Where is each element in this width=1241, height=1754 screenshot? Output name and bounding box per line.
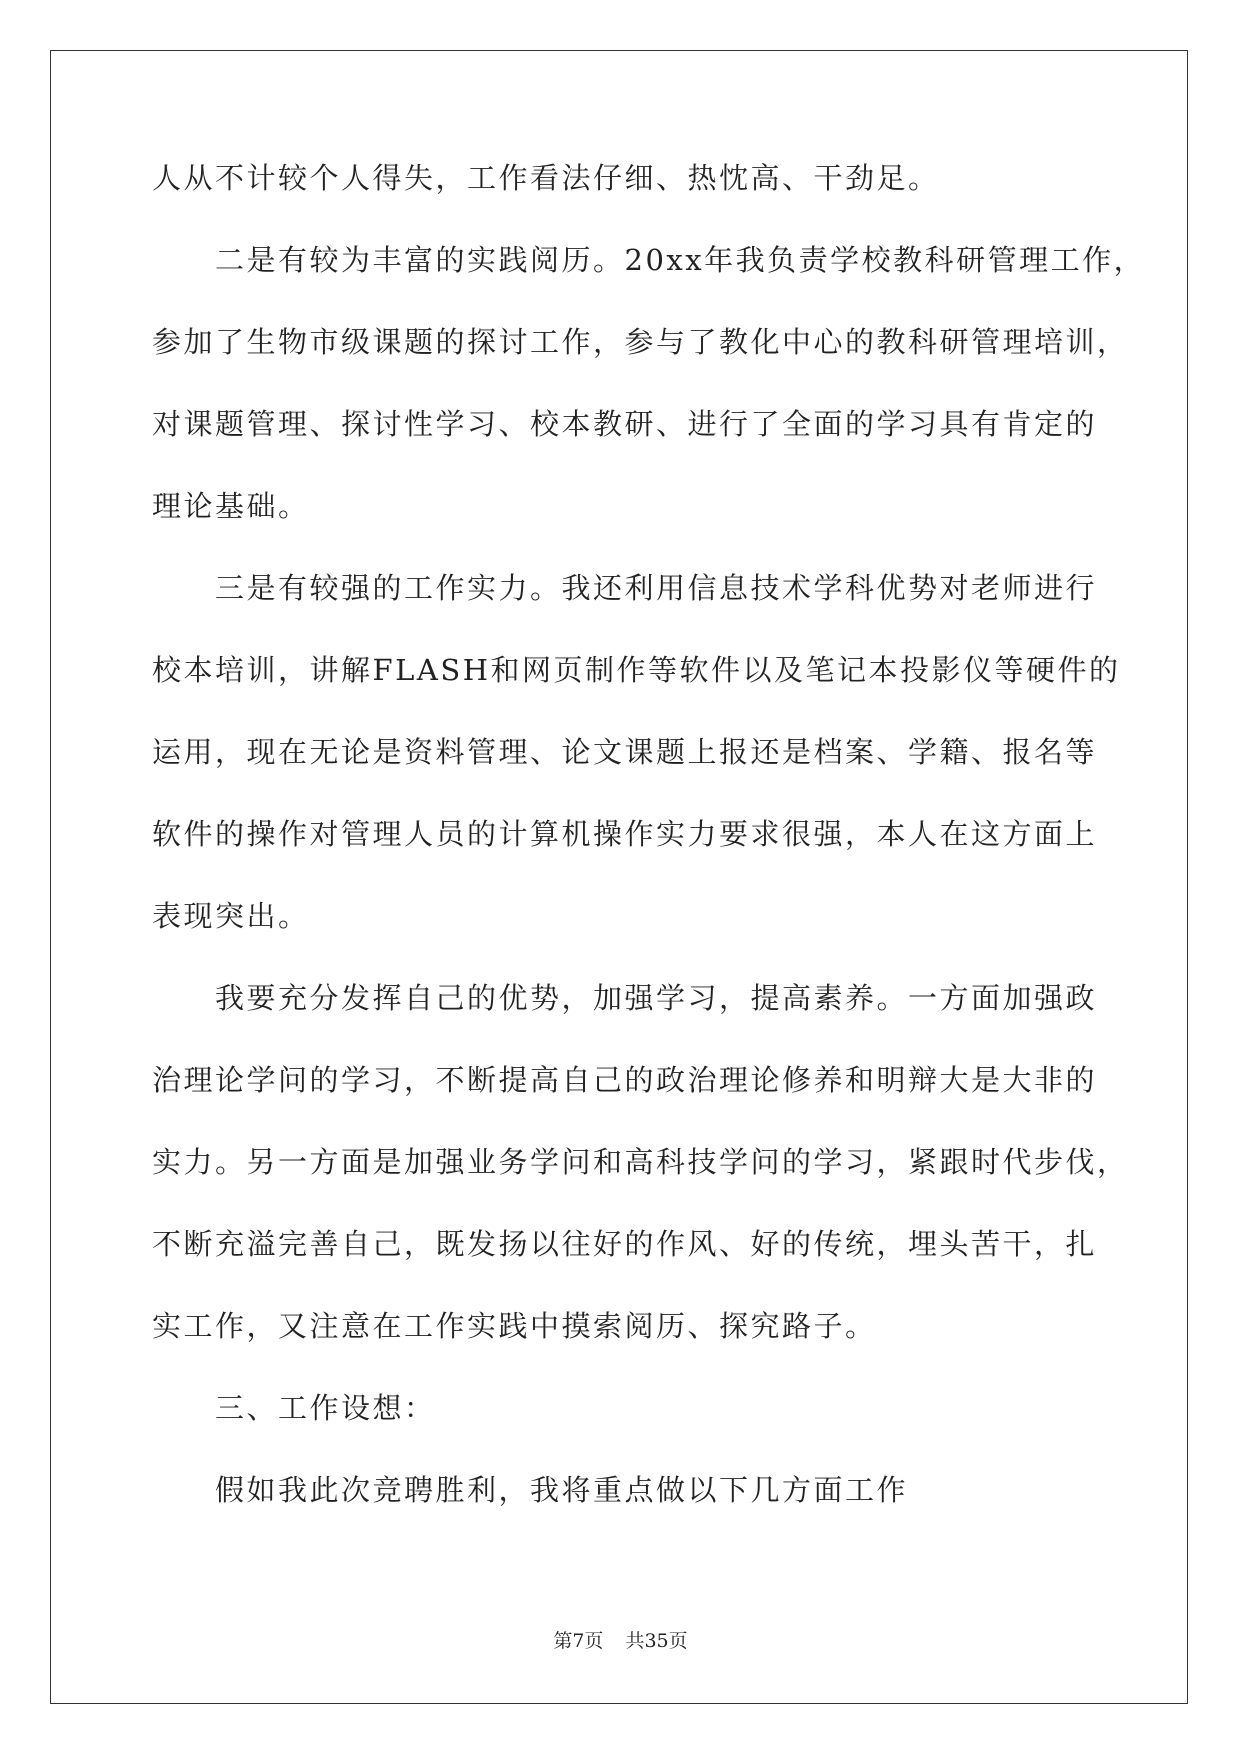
- text-line: 软件的操作对管理人员的计算机操作实力要求很强，本人在这方面上: [152, 817, 1098, 851]
- text-line: 运用，现在无论是资料管理、论文课题上报还是档案、学籍、报名等: [152, 735, 1098, 769]
- text-line: 不断充溢完善自己，既发扬以往好的作风、好的传统，埋头苦干，扎: [152, 1227, 1098, 1261]
- text-line: 治理论学问的学习，不断提高自己的政治理论修养和明辩大是大非的: [152, 1063, 1098, 1097]
- document-body: [152, 160, 1146, 1554]
- page-total: 共35页: [625, 1630, 688, 1652]
- text-line: 人从不计较个人得失，工作看法仔细、热忱高、干劲足。: [152, 161, 940, 195]
- text-line: 理论基础。: [152, 489, 310, 523]
- text-line: 校本培训，讲解FLASH和网页制作等软件以及笔记本投影仪等硬件的: [152, 653, 1121, 687]
- text-line: 参加了生物市级课题的探讨工作，参与了教化中心的教科研管理培训，: [152, 325, 1129, 359]
- page-number: 第7页: [553, 1630, 604, 1652]
- text-line: 我要充分发挥自己的优势，加强学习，提高素养。一方面加强政: [215, 981, 1098, 1015]
- section-heading: 三、工作设想：: [215, 1391, 436, 1425]
- text-line: 表现突出。: [152, 899, 310, 933]
- text-line: 二是有较为丰富的实践阅历。20xx年我负责学校教科研管理工作，: [215, 243, 1146, 277]
- text-line: 对课题管理、探讨性学习、校本教研、进行了全面的学习具有肯定的: [152, 407, 1098, 441]
- page-footer: [0, 1626, 1241, 1653]
- text-line: 假如我此次竞聘胜利，我将重点做以下几方面工作: [215, 1473, 909, 1507]
- text-line: 实工作，又注意在工作实践中摸索阅历、探究路子。: [152, 1309, 877, 1343]
- text-line: 三是有较强的工作实力。我还利用信息技术学科优势对老师进行: [215, 571, 1098, 605]
- text-line: 实力。另一方面是加强业务学问和高科技学问的学习，紧跟时代步伐，: [152, 1145, 1129, 1179]
